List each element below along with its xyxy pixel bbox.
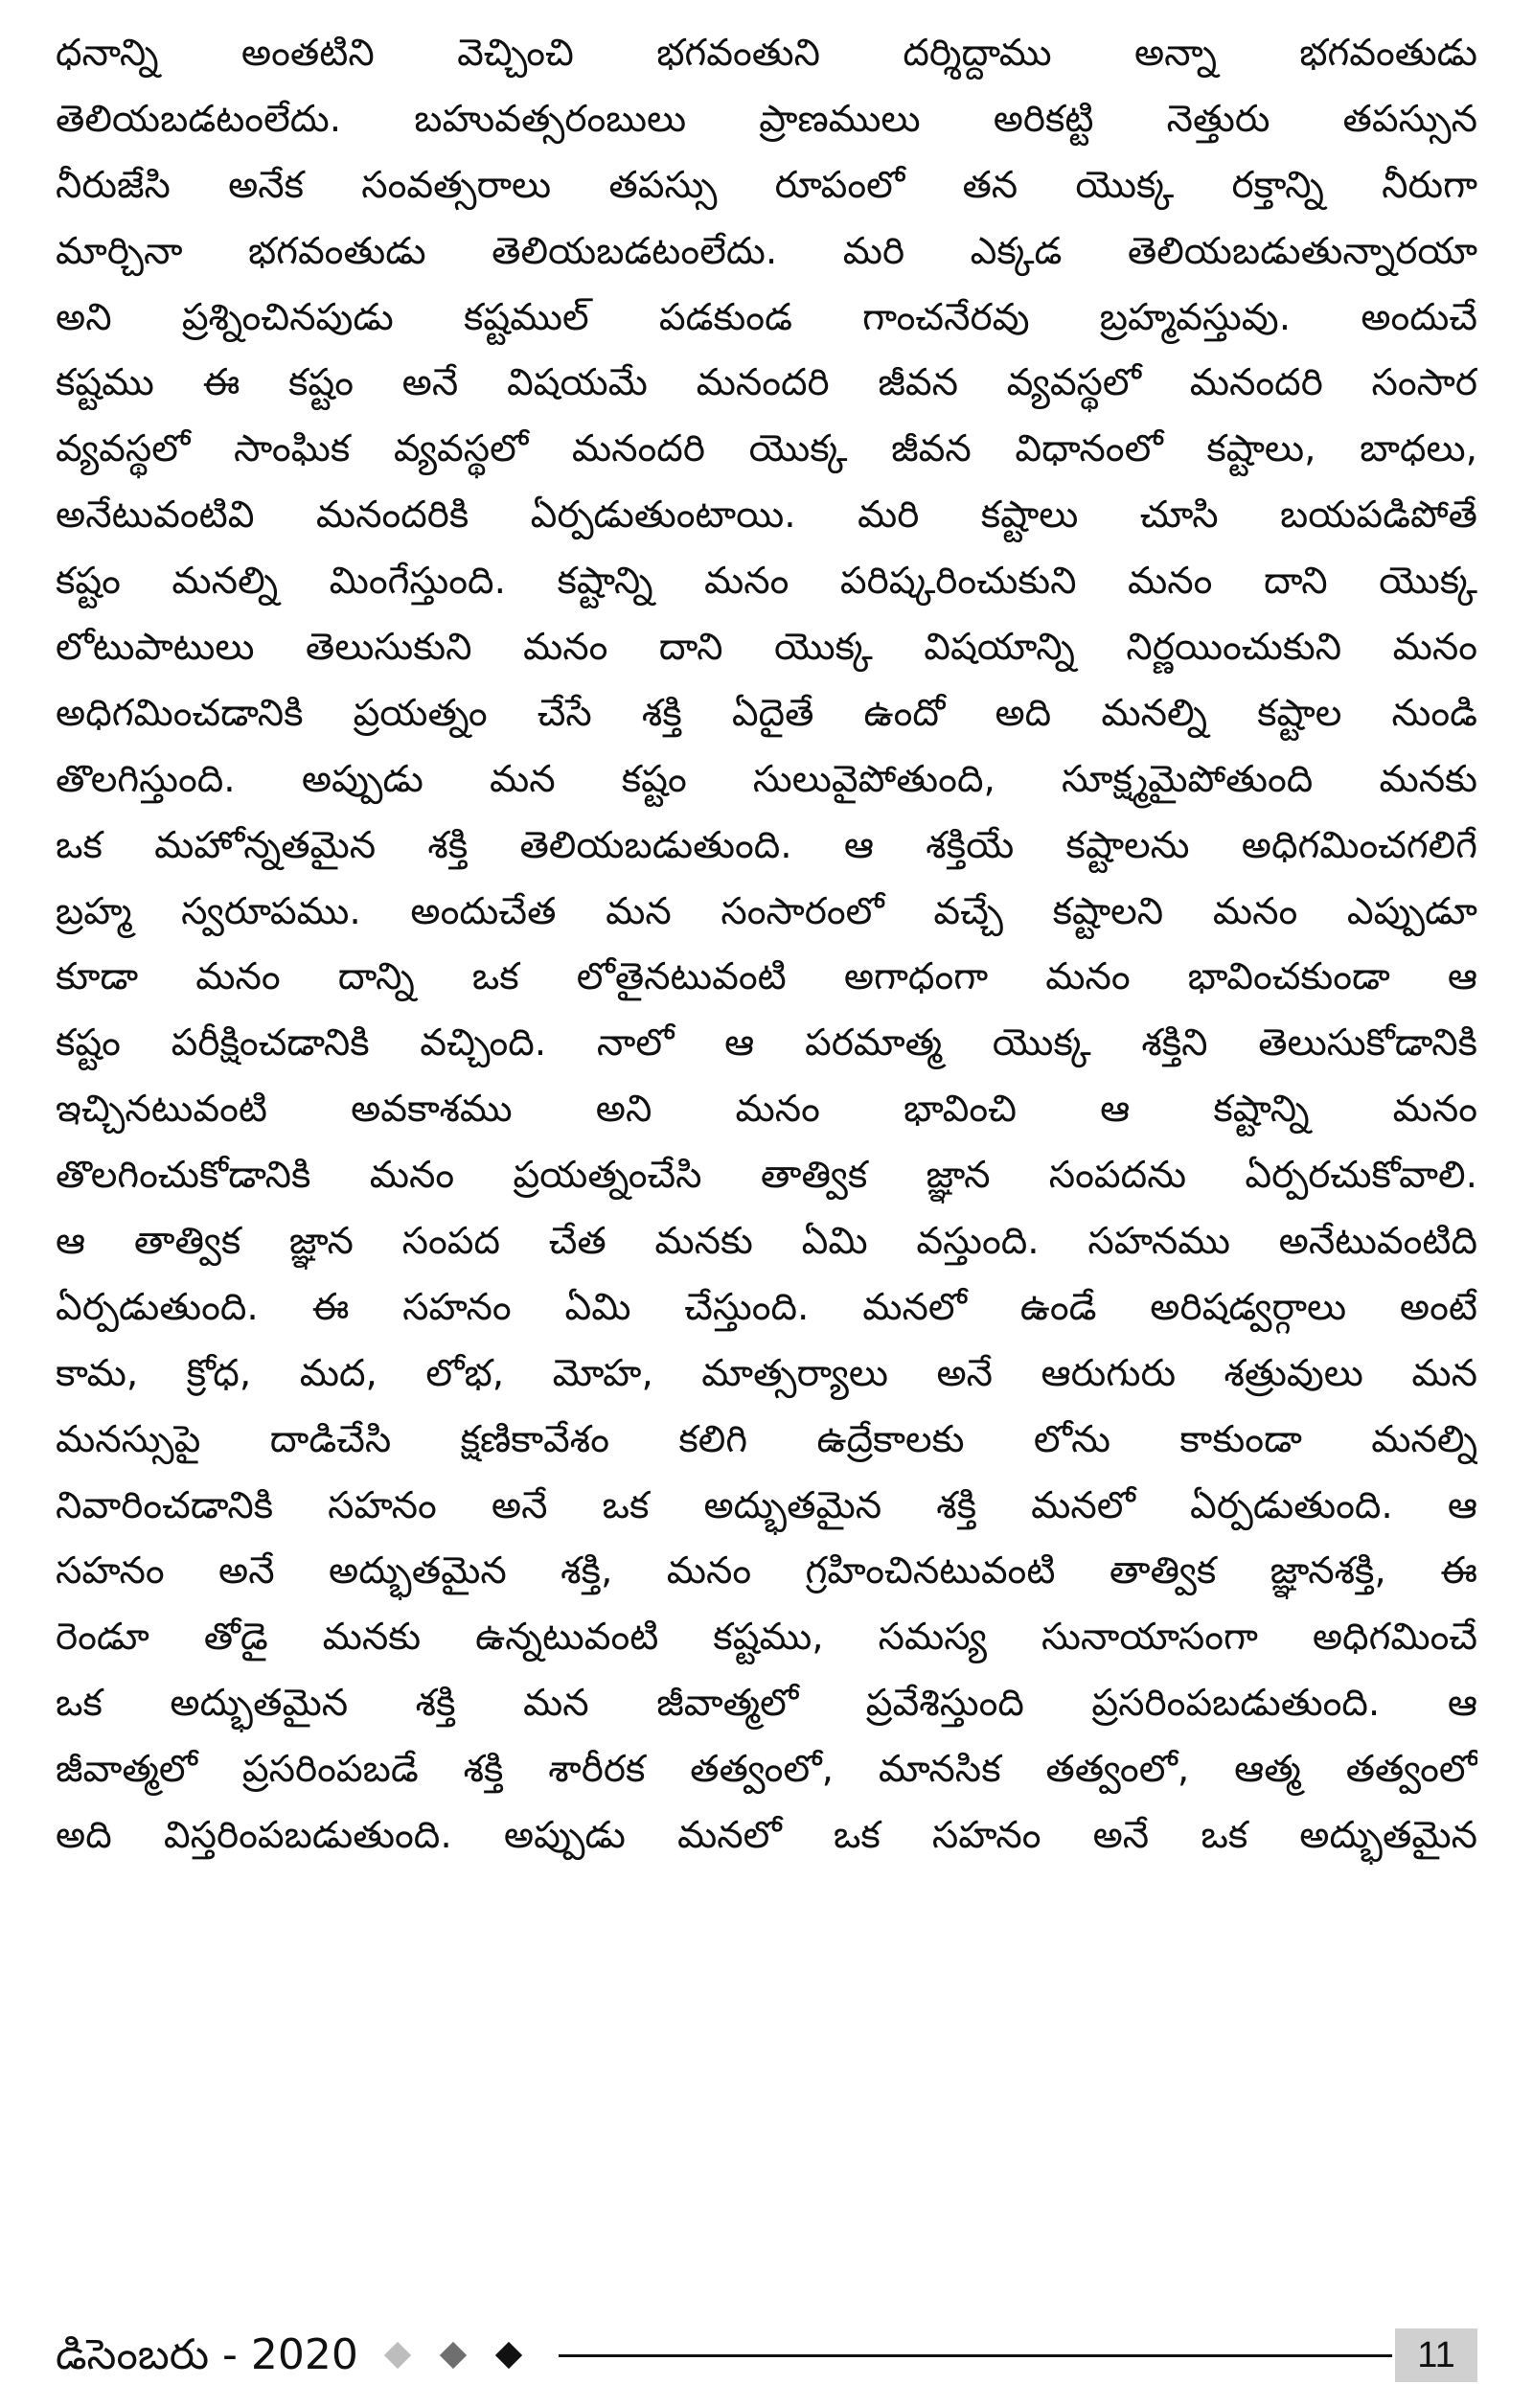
article-line-4: మార్చినా భగవంతుడు తెలియబడటంలేదు. మరి ఎక్కడ తెలియబడుతున్నారయా [56, 229, 1477, 273]
footer-month-year: డిసెంబరు - 2020 [56, 2330, 358, 2379]
article-line-1: ధనాన్ని అంతటిని వెచ్చించి భగవంతుని దర్శిద్దాము అన్నా భగవంతుడు [56, 32, 1477, 75]
article-line-18: తొలగించుకోడానికి మనం ప్రయత్నంచేసి తాత్విక జ్ఞాన సంపదను ఏర్పరచుకోవాలి. [56, 1154, 1477, 1198]
article-line-28: అది విస్తరింపబడుతుంది. అప్పుడు మనలో ఒక సహనం అనే ఒక అద్భుతమైన [56, 1814, 1477, 1858]
article-line-3: నీరుజేసి అనేక సంవత్సరాలు తపస్సు రూపంలో తన యొక్క రక్తాన్ని నీరుగా [56, 163, 1477, 207]
article-line-15: కూడా మనం దాన్ని ఒక లోతైనటువంటి అగాధంగా మనం భావించకుండా ఆ [56, 955, 1477, 999]
article-line-5: అని ప్రశ్నించినపుడు కష్టముల్ పడకుండ గాంచనేరవు బ్రహ్మవస్తువు. అందుచే [56, 295, 1477, 339]
article-line-14: బ్రహ్మ స్వరూపము. అందుచేత మన సంసారంలో వచ్చే కష్టాలని మనం ఎప్పుడూ [56, 889, 1477, 933]
article-line-11: అధిగమించడానికి ప్రయత్నం చేసే శక్తి ఏదైతే ఉందో అది మనల్ని కష్టాల నుండి [56, 691, 1477, 735]
article-line-25: రెండూ తోడై మనకు ఉన్నటువంటి కష్టము, సమస్య సునాయాసంగా అధిగమించే [56, 1616, 1477, 1660]
article-line-22: మనస్సుపై దాడిచేసి క్షణికావేశం కలిగి ఉద్రేకాలకు లోను కాకుండా మనల్ని [56, 1417, 1477, 1461]
page-number: 11 [1395, 2328, 1477, 2382]
article-line-16: కష్టం పరీక్షించడానికి వచ్చింది. నాలో ఆ పరమాత్మ యొక్క శక్తిని తెలుసుకోడానికి [56, 1021, 1477, 1066]
page-footer [0, 2317, 1533, 2394]
article-line-6: కష్టము ఈ కష్టం అనే విషయమే మనందరి జీవన వ్యవస్థలో మనందరి సంసార [56, 361, 1477, 405]
dark-diamond-icon [495, 2342, 522, 2369]
article-line-21: కామ, క్రోధ, మద, లోభ, మోహ, మాత్సర్యాలు అనే ఆరుగురు శత్రువులు మన [56, 1351, 1477, 1395]
article-line-13: ఒక మహోన్నతమైన శక్తి తెలియబడుతుంది. ఆ శక్తియే కష్టాలను అధిగమించగలిగే [56, 823, 1477, 867]
article-line-10: లోటుపాటులు తెలుసుకుని మనం దాని యొక్క విషయాన్ని నిర్ణయించుకుని మనం [56, 626, 1477, 670]
article-line-17: ఇచ్చినటువంటి అవకాశము అని మనం భావించి ఆ కష్టాన్ని మనం [56, 1088, 1477, 1132]
article-line-23: నివారించడానికి సహనం అనే ఒక అద్భుతమైన శక్తి మనలో ఏర్పడుతుంది. ఆ [56, 1483, 1477, 1527]
article-line-2: తెలియబడటంలేదు. బహువత్సరంబులు ప్రాణములు అరికట్టి నెత్తురు తపస్సున [56, 97, 1477, 141]
article-line-26: ఒక అద్భుతమైన శక్తి మన జీవాత్మలో ప్రవేశిస్తుంది ప్రసరింపబడుతుంది. ఆ [56, 1682, 1477, 1726]
article-line-27: జీవాత్మలో ప్రసరింపబడే శక్తి శారీరక తత్వంలో, మానసిక తత్వంలో, ఆత్మ తత్వంలో [56, 1748, 1477, 1792]
article-line-20: ఏర్పడుతుంది. ఈ సహనం ఏమి చేస్తుంది. మనలో ఉండే అరిషడ్వర్గాలు అంటే [56, 1285, 1477, 1329]
article-line-24: సహనం అనే అద్భుతమైన శక్తి, మనం గ్రహించినటువంటి తాత్విక జ్ఞానశక్తి, ఈ [56, 1549, 1477, 1594]
article-line-12: తొలగిస్తుంది. అప్పుడు మన కష్టం సులువైపోతుంది, సూక్ష్మమైపోతుంది మనకు [56, 757, 1477, 801]
article-line-8: అనేటువంటివి మనందరికి ఏర్పడుతుంటాయి. మరి కష్టాలు చూసి బయపడిపోతే [56, 493, 1477, 538]
article-line-9: కష్టం మనల్ని మింగేస్తుంది. కష్టాన్ని మనం పరిష్కరించుకుని మనం దాని యొక్క [56, 560, 1477, 604]
article-line-7: వ్యవస్థలో సాంఘిక వ్యవస్థలో మనందరి యొక్క జీవన విధానంలో కష్టాలు, బాధలు, [56, 427, 1477, 471]
article-body [56, 21, 1477, 1869]
article-line-19: ఆ తాత్విక జ్ఞాన సంపద చేత మనకు ఏమి వస్తుంది. సహనము అనేటువంటిది [56, 1220, 1477, 1264]
gray-diamond-icon [440, 2342, 467, 2369]
light-diamond-icon [384, 2342, 411, 2369]
footer-divider-line [559, 2354, 1392, 2357]
